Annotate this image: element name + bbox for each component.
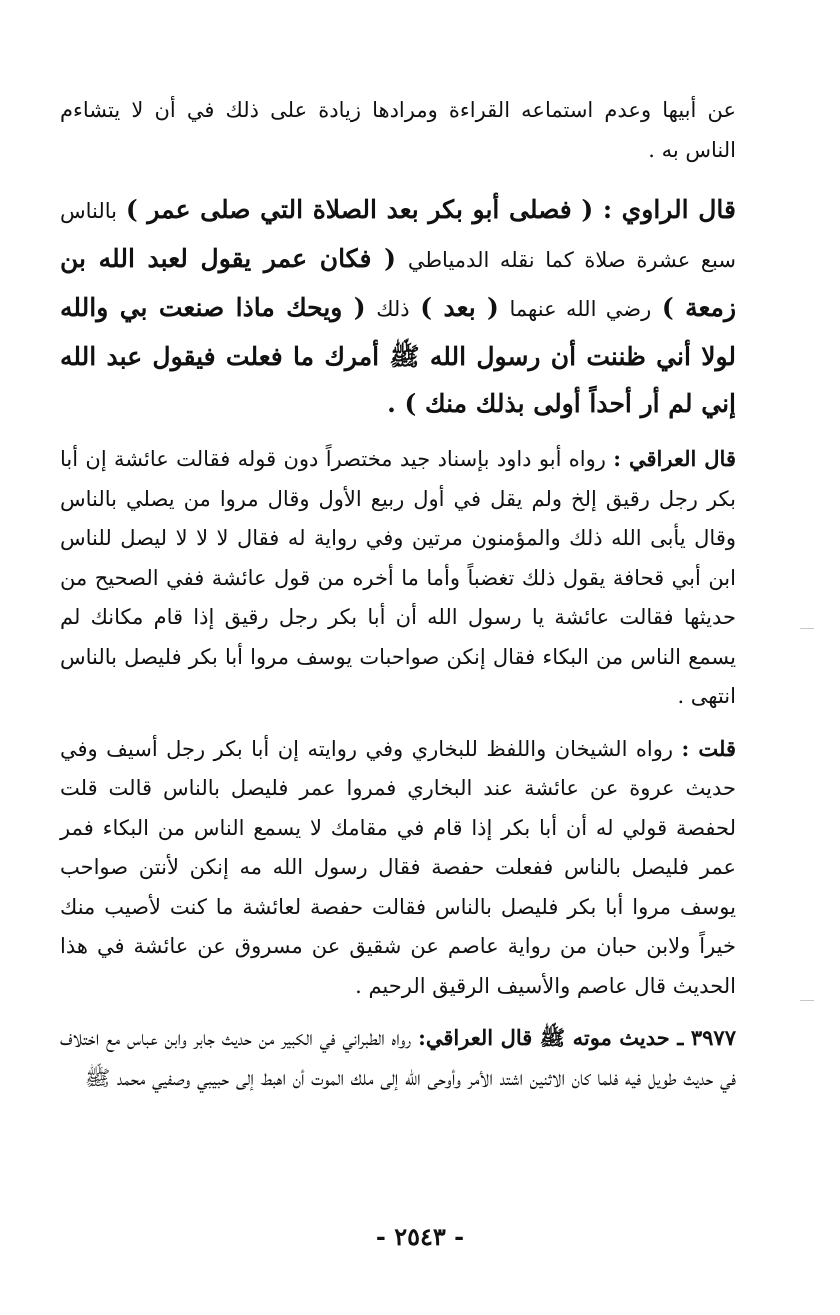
paragraph-iraqi	[60, 439, 736, 717]
paragraph-qultu	[60, 729, 736, 1007]
qultu-text: رواه الشيخان واللفظ للبخاري وفي روايته إن أبا بكر رجل أسيف وفي حديث عروة عن عائشة عند البخاري فمروا عمر فليصل بالناس قالت قلت لحفصة قولي له أن أبا بكر إذا قام في مقامك لا يسمع الناس من البكاء فمر عمر فليصل بالناس ففعلت حفصة فقال رسول الله مه إنكن لأنتن صواحب يوسف مروا أبا بكر فليصل بالناس فقالت حفصة لعائشة ما كنت لأصيب منك خيراً ولابن حبان من رواية عاصم عن شقيق عن مسروق عن عائشة في هذا الحديث قال عاصم والأسيف الرقيق الرحيم .	[60, 736, 736, 998]
margin-tick	[800, 628, 814, 629]
iraqi-text: رواه أبو داود بإسناد جيد مختصراً دون قوله فقالت عائشة إن أبا بكر رجل رقيق إلخ ولم يقل في أول ربيع الأول وقال مروا من يصلي بالناس وقال يأبى الله ذلك والمؤمنون مرتين وفي رواية له فقال لا لا لا ليصل للناس ابن أبي قحافة يقول ذلك تغضباً وأما ما أخره من قول عائشة ففي الصحيح من حديثها فقالت عائشة يا رسول الله أن أبا بكر رجل رقيق إذا قام مكانك لم يسمع الناس من البكاء فقال إنكن صواحبات يوسف مروا أبا بكر فليصل بالناس انتهى .	[60, 447, 736, 708]
hadith-text: رواه الطبراني في الكبير من حديث جابر وابن عباس مع اختلاف في حديث طويل فيه فلما كان الاثنين اشتد الأمر وأوحى الله إلى ملك الموت أن اهبط إلى حبيبي وصفيي محمد ﷺ	[60, 1026, 736, 1090]
paragraph-narrator	[60, 186, 736, 427]
page-number: - ٢٥٤٣ -	[375, 1222, 465, 1251]
narrator-quote-1: ( فكان عمر يقول لعبد الله بن زمعة )	[60, 244, 737, 322]
iraqi-heading: قال العراقي :	[613, 446, 736, 471]
paragraph-hadith-3977	[60, 1018, 736, 1098]
margin-tick	[800, 1000, 814, 1001]
narrator-text-1: بالناس سبع عشرة صلاة كما نقله الدمياطي	[60, 199, 736, 272]
qultu-heading: قلت :	[681, 735, 736, 761]
paragraph-text: عن أبيها وعدم استماعه القراءة ومرادها زيادة على ذلك في أن لا يتشاءم الناس به .	[60, 98, 736, 162]
narrator-text-2: رضي الله عنهما	[509, 297, 652, 321]
text-block	[60, 90, 736, 1098]
hadith-heading: ٣٩٧٧ ـ حديث موته ﷺ قال العراقي:	[418, 1025, 736, 1050]
narrator-quote-3: ( ويحك ماذا صنعت بي والله لولا أني ظننت أن رسول الله ﷺ أمرك ما فعلت فيقول عبد الله إني لم أر أحداً أولى بذلك منك ) .	[60, 293, 736, 418]
narrator-text-3: ذلك	[376, 297, 410, 321]
narrator-quote-2: ( بعد )	[420, 293, 499, 322]
narrator-heading: قال الراوي : ( فصلى أبو بكر بعد الصلاة التي صلى عمر )	[125, 195, 736, 224]
paragraph-continuation	[60, 90, 736, 170]
